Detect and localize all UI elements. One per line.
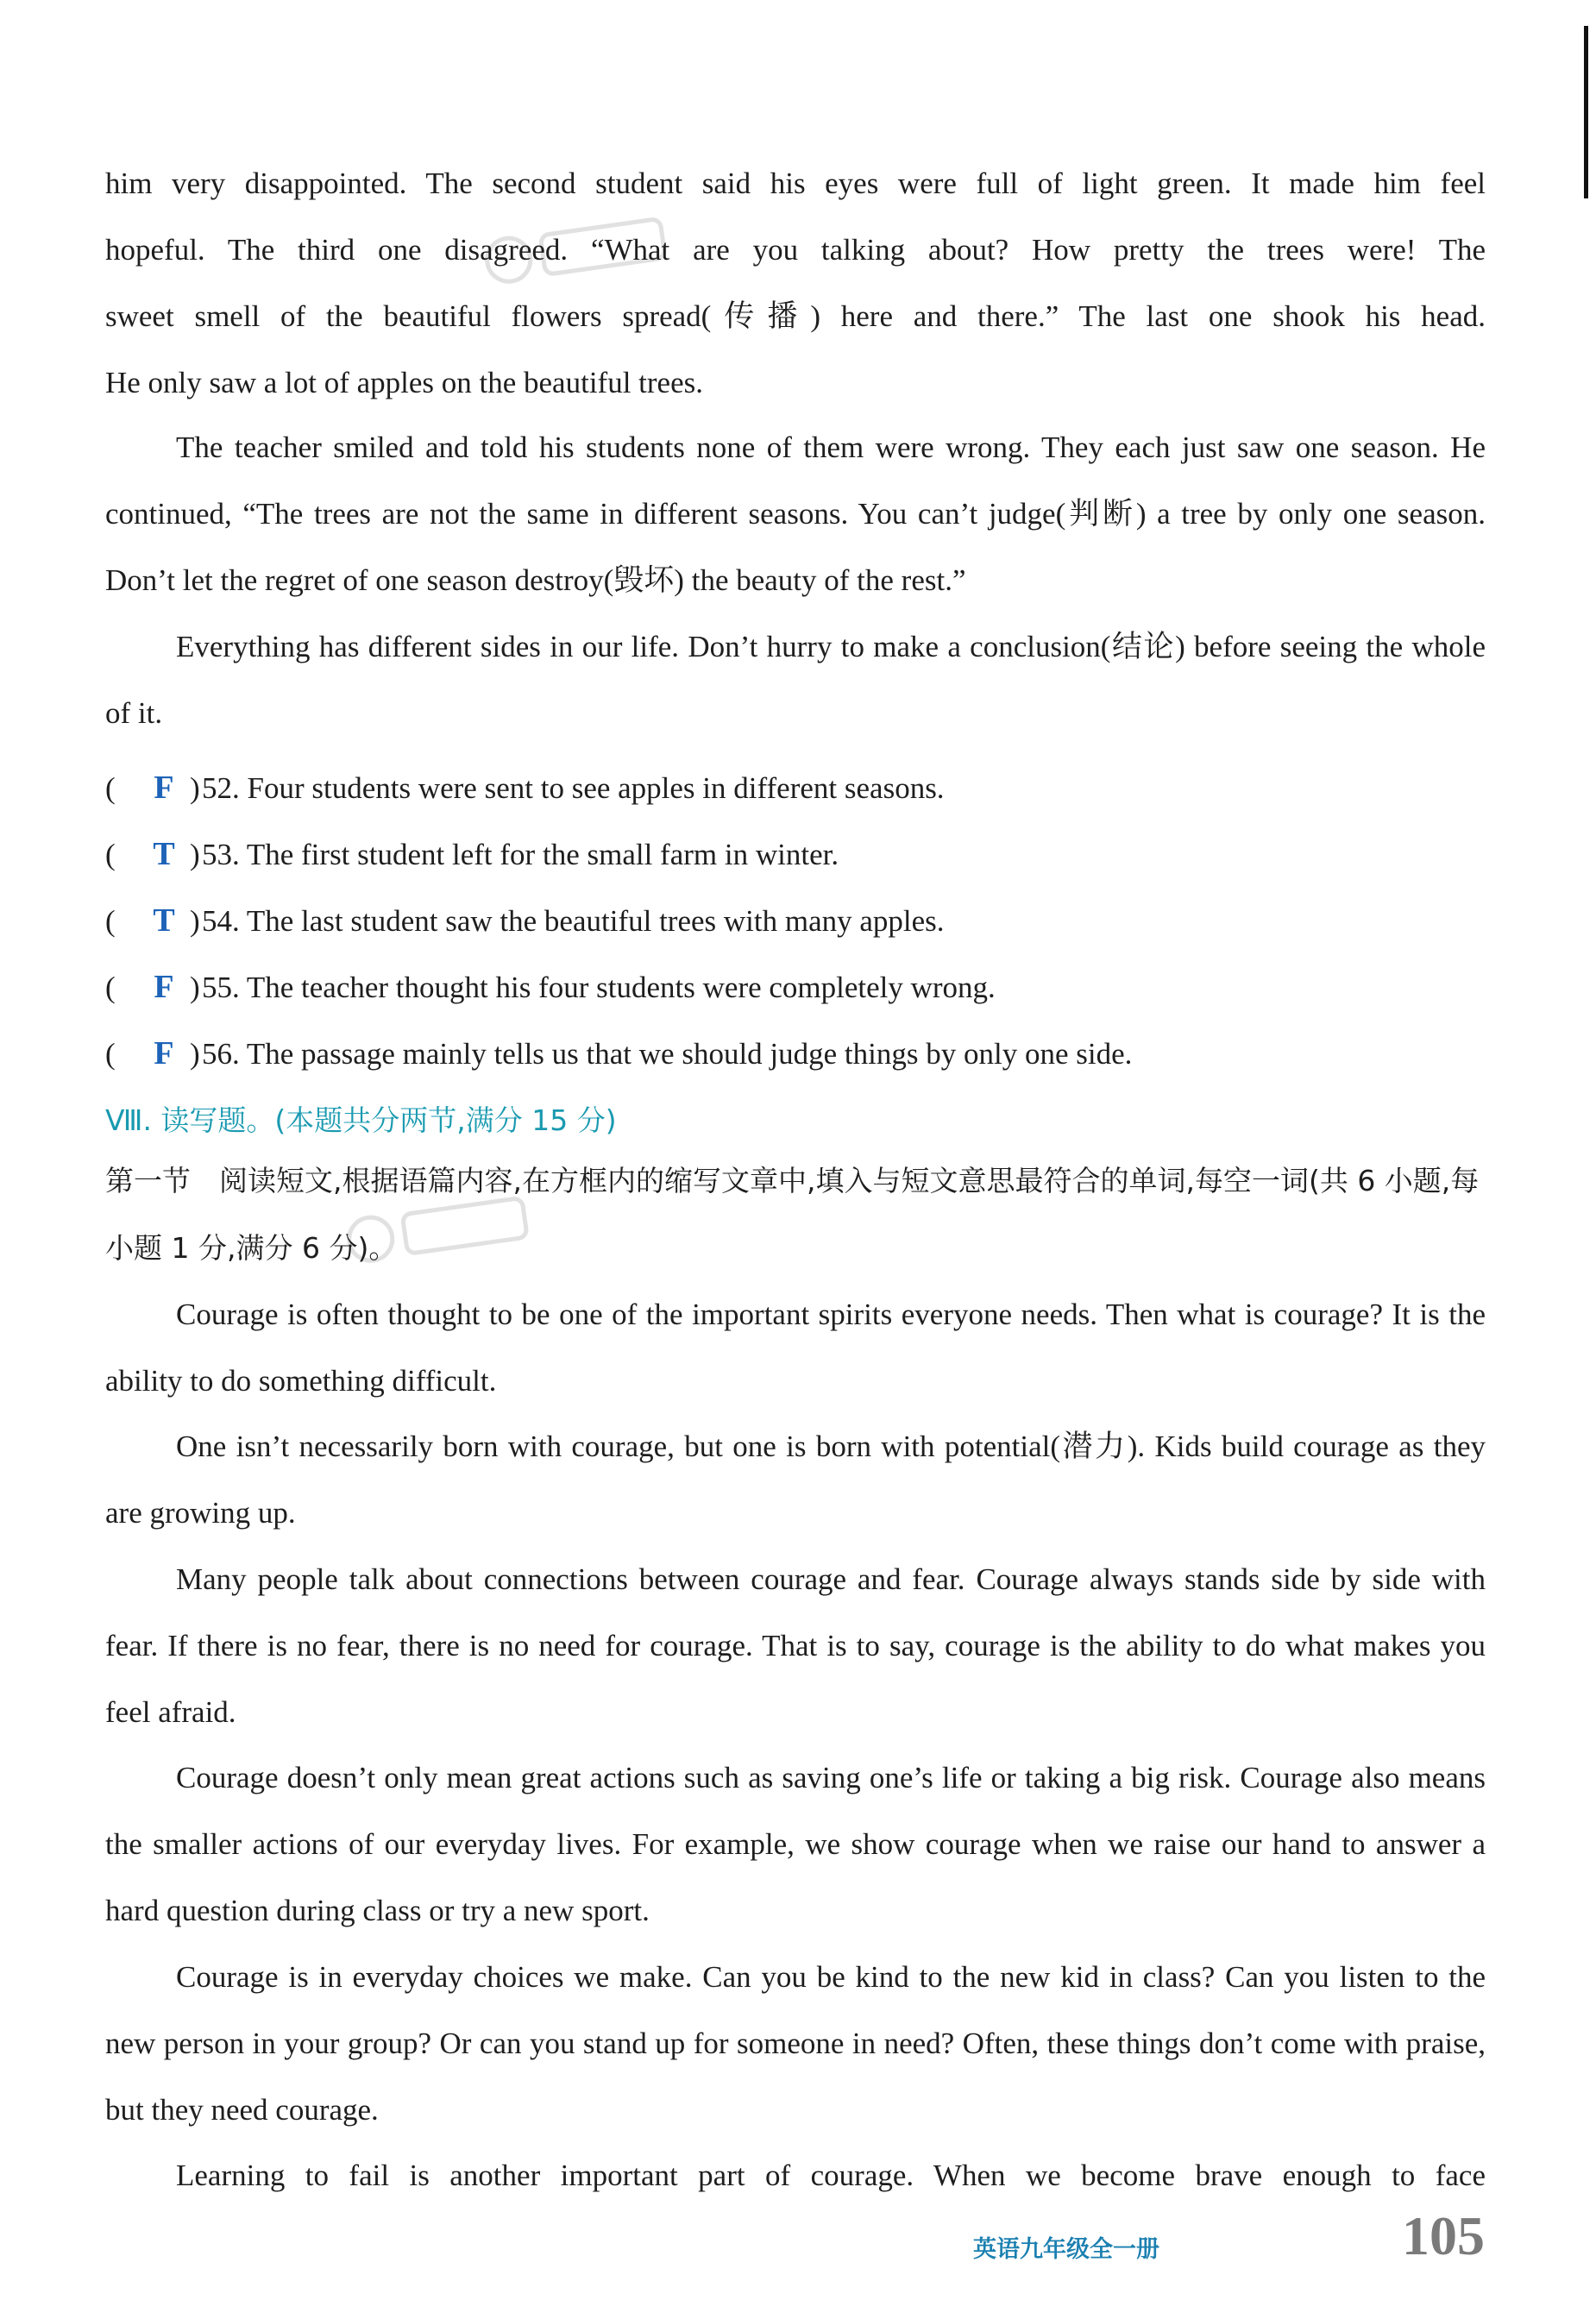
passage2-paragraph-1: Courage is often thought to be one of the important spirits everyone needs. Then what is courage? It is the ability to do something difficult. (105, 1298, 1486, 1398)
passage2-paragraph-3: Many people talk about connections between courage and fear. Courage always stands side by side with fear. If there is no fear, there is no need for courage. That is to say, courage is the ability to do what makes you feel afraid. (105, 1562, 1486, 1729)
open-paren: ( (105, 1037, 116, 1071)
close-paren: ) (190, 904, 200, 938)
answer-mark: T (153, 902, 175, 939)
passage1-line-2: hopeful. The third one disagreed. “What are you talking about? How pretty the trees were! The (105, 233, 1486, 267)
passage1-line-4: He only saw a lot of apples on the beautiful trees. (105, 366, 703, 399)
section-instruction: 第一节 阅读短文,根据语篇内容,在方框内的缩写文章中,填入与短文意思最符合的单词,每空一词(共 6 小题,每小题 1 分,满分 6 分)。 (105, 1164, 1480, 1265)
answer-mark: F (154, 770, 174, 806)
passage1-line-1: him very disappointed. The second student said his eyes were full of light green. It made him feel (105, 167, 1486, 200)
question-55 (105, 967, 996, 1008)
open-paren: ( (105, 904, 116, 938)
book-title: 英语九年级全一册 (973, 2236, 1159, 2263)
open-paren: ( (105, 838, 116, 871)
answer-mark: T (153, 836, 175, 872)
close-paren: ) (190, 838, 200, 871)
question-52 (105, 768, 945, 808)
passage2-paragraph-6: Learning to fail is another important part of courage. When we become brave enough to face (176, 2159, 1486, 2192)
passage1-line-3: sweet smell of the beautiful flowers spread(传播) here and there.” The last one shook his head. (105, 299, 1486, 333)
question-text: 53. The first student left for the small farm in winter. (202, 838, 839, 871)
question-text: 54. The last student saw the beautiful trees with many apples. (202, 904, 945, 938)
passage1-paragraph-2: The teacher smiled and told his students none of them were wrong. They each just saw one season. He continued, “The trees are not the same in different seasons. You can’t judge(判断) a tree by only one season. Don’t let the regret of one season destroy(毁坏) the beauty of the rest.” (105, 430, 1486, 597)
open-paren: ( (105, 771, 116, 805)
question-text: 52. Four students were sent to see apples in different seasons. (202, 771, 945, 805)
question-54 (105, 901, 945, 941)
close-paren: ) (190, 771, 200, 805)
question-text: 56. The passage mainly tells us that we should judge things by only one side. (202, 1037, 1133, 1071)
passage2-paragraph-4: Courage doesn’t only mean great actions such as saving one’s life or taking a big risk. Courage also means the smaller actions of our everyday lives. For example, we show courage when we raise our hand to answer a hard question during class or try a new sport. (105, 1761, 1486, 1927)
answer-mark: F (154, 1035, 174, 1072)
close-paren: ) (190, 971, 200, 1004)
question-text: 55. The teacher thought his four students were completely wrong. (202, 971, 996, 1004)
passage2-paragraph-2: One isn’t necessarily born with courage, but one is born with potential(潜力). Kids build courage as they are growing up. (105, 1430, 1486, 1530)
close-paren: ) (190, 1037, 200, 1071)
page-edge-bar (1584, 26, 1588, 198)
answer-mark: F (154, 969, 174, 1005)
page-number: 105 (1402, 2205, 1485, 2266)
open-paren: ( (105, 971, 116, 1004)
passage2-paragraph-5: Courage is in everyday choices we make. Can you be kind to the new kid in class? Can you listen to the new person in your group? Or can you stand up for someone in need? Often, these things don’t come with praise, but they need courage. (105, 1960, 1486, 2127)
passage1-paragraph-3: Everything has different sides in our life. Don’t hurry to make a conclusion(结论) before seeing the whole of it. (105, 630, 1486, 730)
section-heading: Ⅷ. 读写题。(本题共分两节,满分 15 分) (105, 1103, 617, 1137)
question-53 (105, 834, 839, 875)
question-56 (105, 1034, 1132, 1074)
